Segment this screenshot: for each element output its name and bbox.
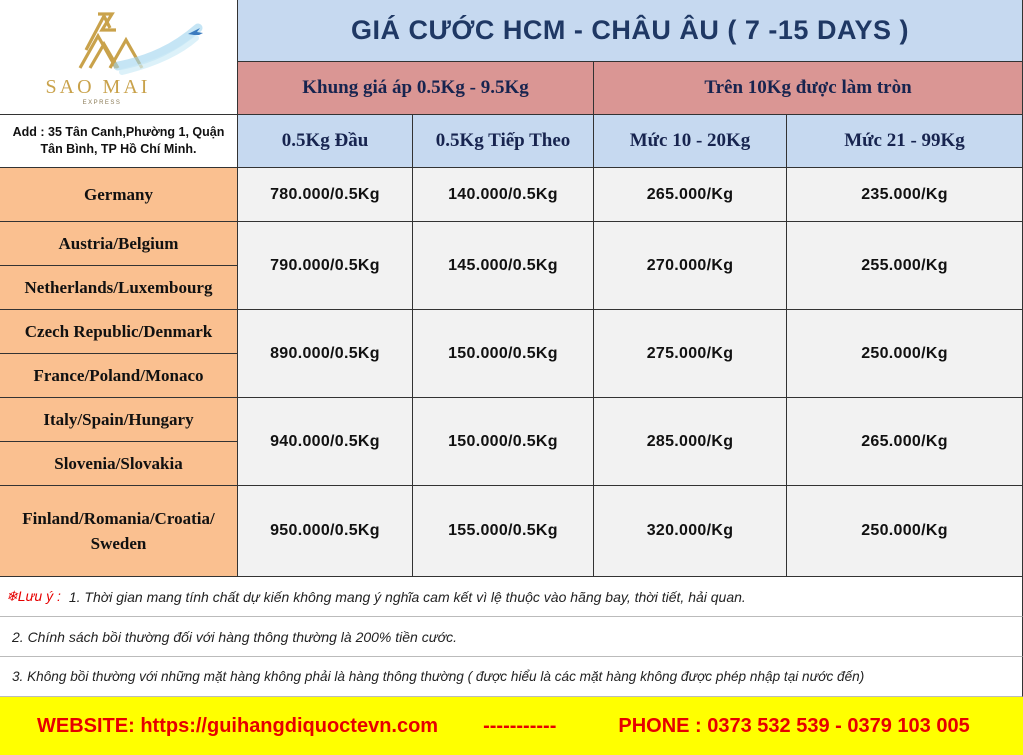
footer-bar — [0, 697, 1023, 755]
note-3 — [0, 657, 1023, 697]
price-tier1: 265.000/Kg — [594, 168, 787, 222]
note-text: 2. Chính sách bồi thường đối với hàng thông thường là 200% tiền cước. — [12, 628, 457, 645]
price-tier2: 255.000/Kg — [787, 222, 1023, 310]
note-text: 3. Không bồi thường với những mặt hàng không phải là hàng thông thường ( được hiểu là các mặt hàng không được phép nhập tại nước đến) — [12, 669, 865, 684]
price-tier1: 270.000/Kg — [594, 222, 787, 310]
price-first: 950.000/0.5Kg — [238, 486, 413, 577]
country-cell: Finland/Romania/Croatia/ Sweden — [0, 486, 238, 577]
country-cell: Netherlands/Luxembourg — [0, 266, 238, 310]
sao-mai-logo-icon — [0, 0, 238, 115]
country-cell: Slovenia/Slovakia — [0, 442, 238, 486]
price-first: 890.000/0.5Kg — [238, 310, 413, 398]
price-tier1: 320.000/Kg — [594, 486, 787, 577]
country-cell: France/Poland/Monaco — [0, 354, 238, 398]
price-next: 155.000/0.5Kg — [413, 486, 594, 577]
price-next: 150.000/0.5Kg — [413, 310, 594, 398]
column-header-tier1: Mức 10 - 20Kg — [594, 115, 787, 168]
note-1 — [0, 577, 1023, 617]
column-header-next: 0.5Kg Tiếp Theo — [413, 115, 594, 168]
note-2 — [0, 617, 1023, 657]
note-label: ❄Lưu ý : — [6, 588, 61, 604]
price-tier2: 250.000/Kg — [787, 310, 1023, 398]
price-tier1: 275.000/Kg — [594, 310, 787, 398]
page-title: GIÁ CƯỚC HCM - CHÂU ÂU ( 7 -15 DAYS ) — [351, 15, 909, 45]
note-text: 1. Thời gian mang tính chất dự kiến không mang ý nghĩa cam kết vì lệ thuộc vào hãng bay, thời tiết, hải quan. — [68, 588, 746, 605]
page-title-cell — [238, 0, 1023, 62]
company-address: Add : 35 Tân Canh,Phường 1, Quận Tân Bình, TP Hồ Chí Minh. — [0, 115, 238, 168]
brand-name: SAO MAI — [45, 76, 151, 98]
price-tier2: 265.000/Kg — [787, 398, 1023, 486]
price-first: 790.000/0.5Kg — [238, 222, 413, 310]
price-first: 780.000/0.5Kg — [238, 168, 413, 222]
country-cell: Czech Republic/Denmark — [0, 310, 238, 354]
country-cell: Germany — [0, 168, 238, 222]
column-header-tier2: Mức 21 - 99Kg — [787, 115, 1023, 168]
price-next: 150.000/0.5Kg — [413, 398, 594, 486]
group-header-right: Trên 10Kg được làm tròn — [594, 62, 1023, 115]
website-link[interactable]: WEBSITE: https://guihangdiquoctevn.com — [37, 714, 439, 737]
country-cell: Italy/Spain/Hungary — [0, 398, 238, 442]
price-next: 145.000/0.5Kg — [413, 222, 594, 310]
group-header-left: Khung giá áp 0.5Kg - 9.5Kg — [238, 62, 594, 115]
price-tier2: 235.000/Kg — [787, 168, 1023, 222]
price-tier2: 250.000/Kg — [787, 486, 1023, 577]
phone-numbers: PHONE : 0373 532 539 - 0379 103 005 — [618, 714, 970, 737]
brand-tagline: EXPRESS — [82, 100, 122, 106]
footer-separator: ----------- — [483, 714, 557, 737]
logo-box — [0, 0, 238, 115]
column-header-first: 0.5Kg Đầu — [238, 115, 413, 168]
price-tier1: 285.000/Kg — [594, 398, 787, 486]
price-next: 140.000/0.5Kg — [413, 168, 594, 222]
price-first: 940.000/0.5Kg — [238, 398, 413, 486]
country-cell: Austria/Belgium — [0, 222, 238, 266]
